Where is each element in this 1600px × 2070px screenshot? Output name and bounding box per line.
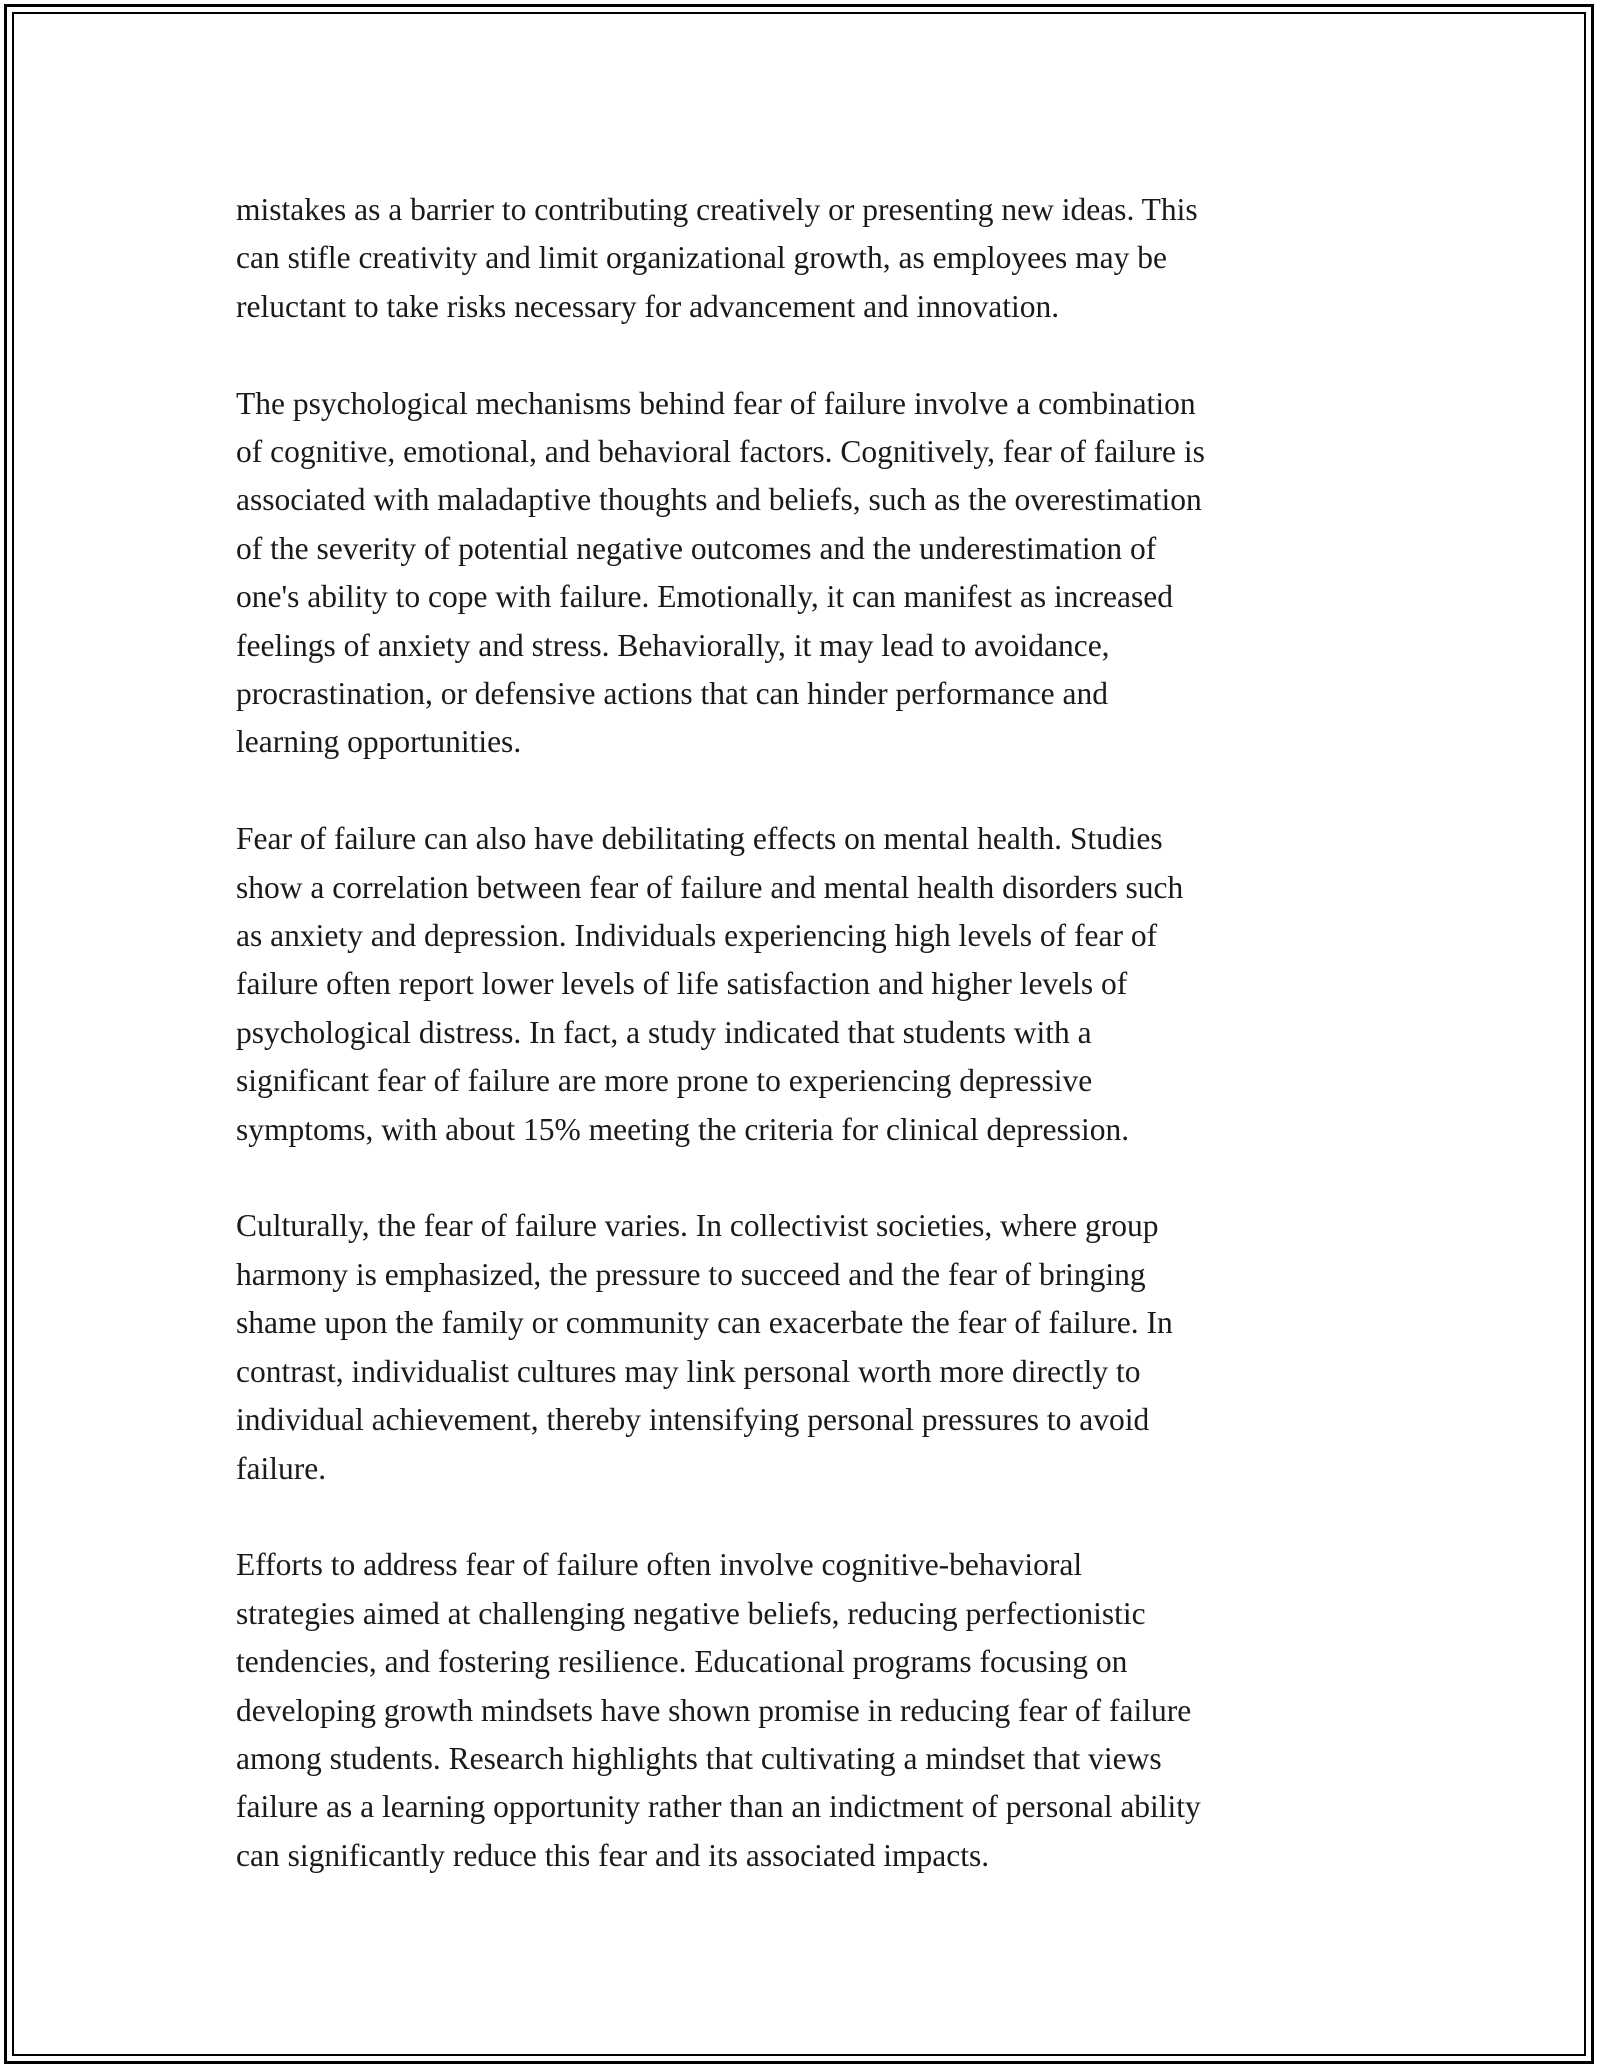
paragraph-4: Culturally, the fear of failure varies. In collectivist societies, where group harmony is emphasized, the pressure to succeed and the fear of bringing shame upon the family or community can exacerbate the fear of failure. In contrast, individualist cultures may link personal worth more directly to individual achievement, thereby intensifying personal pressures to avoid failure. <box>236 1208 1173 1486</box>
paragraph-5: Efforts to address fear of failure often involve cognitive-behavioral strategies aimed at challenging negative beliefs, reducing perfectionistic tendencies, and fostering resilience. Educational programs focusing on developing growth mindsets have shown promise in reducing fear of failure among students. Research highlights that cultivating a mindset that views failure as a learning opportunity rather than an indictment of personal ability can significantly reduce this fear and its associated impacts. <box>236 1547 1201 1873</box>
paragraph-1: mistakes as a barrier to contributing creatively or presenting new ideas. This can stifle creativity and limit organizational growth, as employees may be reluctant to take risks necessary for advancement and innovation. <box>236 192 1198 324</box>
paragraph-3: Fear of failure can also have debilitating effects on mental health. Studies show a correlation between fear of failure and mental health disorders such as anxiety and depression. Individuals experiencing high levels of fear of failure often report lower levels of life satisfaction and higher levels of psychological distress. In fact, a study indicated that students with a significant fear of failure are more prone to experiencing depressive symptoms, with about 15% meeting the criteria for clinical depression. <box>236 821 1184 1147</box>
document-body <box>236 186 1376 1929</box>
paragraph-2: The psychological mechanisms behind fear of failure involve a combination of cognitive, emotional, and behavioral factors. Cognitively, fear of failure is associated with maladaptive thoughts and beliefs, such as the overestimation of the severity of potential negative outcomes and the underestimation of one's ability to cope with failure. Emotionally, it can manifest as increased feelings of anxiety and stress. Behaviorally, it may lead to avoidance, procrastination, or defensive actions that can hinder performance and learning opportunities. <box>236 385 1205 760</box>
